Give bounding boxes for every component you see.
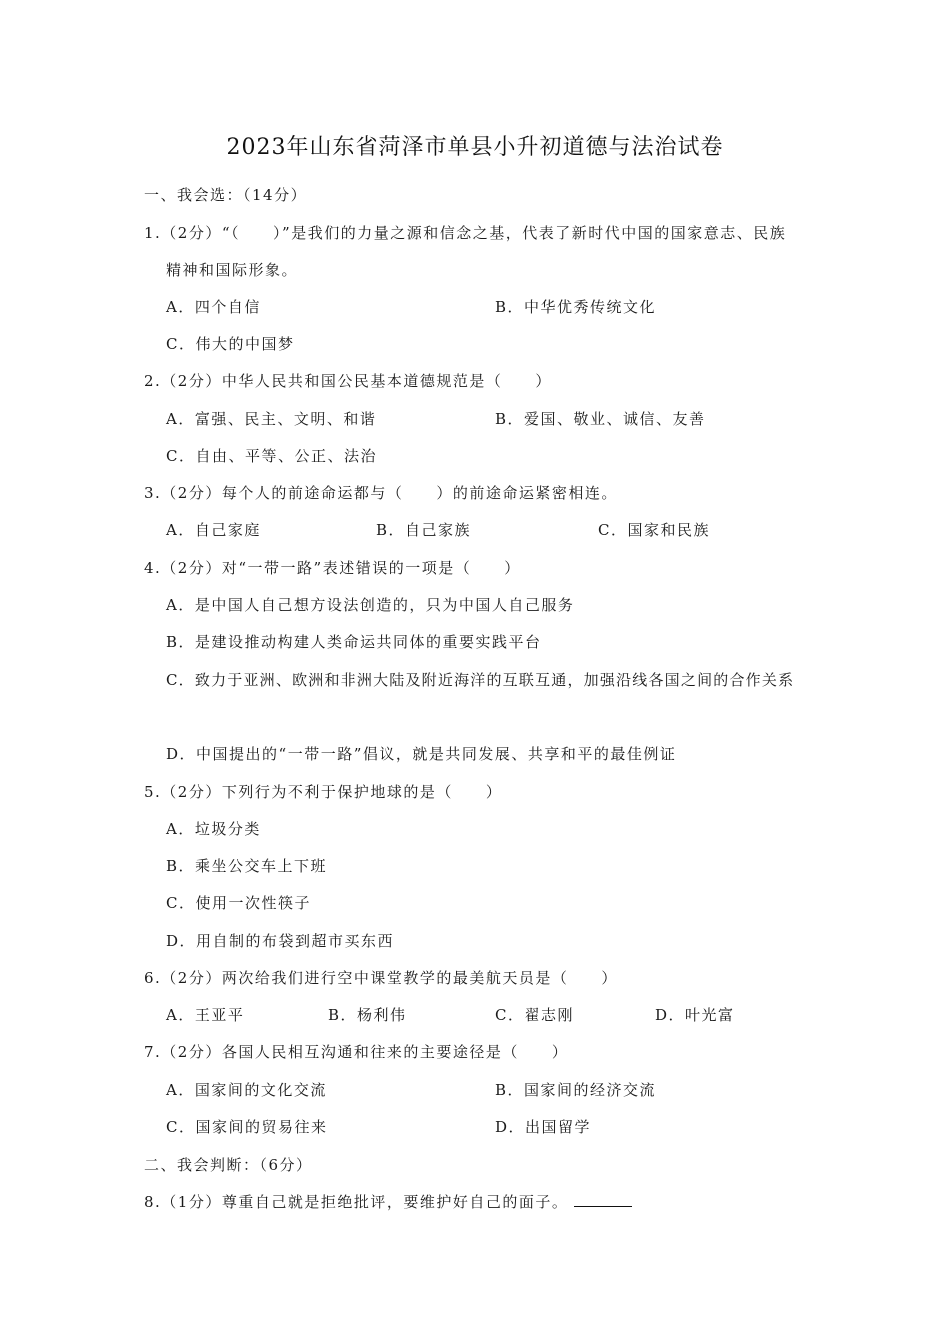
q4-option-d: D．中国提出的“一带一路”倡议，就是共同发展、共享和平的最佳例证 [166, 745, 677, 763]
q1-stem-line2: 精神和国际形象。 [166, 261, 299, 279]
q6-option-c: C．翟志刚 [495, 1006, 574, 1024]
q1-option-b: B．中华优秀传统文化 [495, 298, 657, 316]
section-1-heading: 一、我会选：（14分） [144, 186, 308, 204]
q6-option-b: B．杨利伟 [328, 1006, 407, 1024]
q5-option-d: D．用自制的布袋到超市买东西 [166, 932, 395, 950]
q1-option-c: C．伟大的中国梦 [166, 335, 295, 353]
q3-stem: 3.（2分）每个人的前途命运都与（ ）的前途命运紧密相连。 [144, 484, 618, 502]
q8-answer-blank[interactable] [574, 1192, 632, 1207]
page-title: 2023年山东省菏泽市单县小升初道德与法治试卷 [226, 135, 724, 160]
q4-stem: 4.（2分）对“一带一路”表述错误的一项是（ ） [144, 559, 521, 577]
q4-option-a: A．是中国人自己想方设法创造的，只为中国人自己服务 [166, 596, 575, 614]
q5-option-b: B．乘坐公交车上下班 [166, 857, 328, 875]
q6-option-d: D．叶光富 [655, 1006, 735, 1024]
q2-option-b: B．爱国、敬业、诚信、友善 [495, 410, 706, 428]
q8-row [144, 1192, 632, 1212]
q5-stem: 5.（2分）下列行为不利于保护地球的是（ ） [144, 783, 503, 801]
q7-stem: 7.（2分）各国人民相互沟通和往来的主要途径是（ ） [144, 1043, 569, 1061]
section-2-heading: 二、我会判断：（6分） [144, 1156, 313, 1174]
q7-option-a: A．国家间的文化交流 [166, 1081, 327, 1099]
q6-option-a: A．王亚平 [166, 1006, 245, 1024]
q2-stem: 2.（2分）中华人民共和国公民基本道德规范是（ ） [144, 372, 552, 390]
q6-stem: 6.（2分）两次给我们进行空中课堂教学的最美航天员是（ ） [144, 969, 618, 987]
q3-option-c: C．国家和民族 [598, 521, 710, 539]
q2-option-c: C．自由、平等、公正、法治 [166, 447, 377, 465]
q8-stem: 8.（1分）尊重自己就是拒绝批评，要维护好自己的面子。 [144, 1193, 569, 1211]
q5-option-a: A．垃圾分类 [166, 820, 261, 838]
q7-option-c: C．国家间的贸易往来 [166, 1118, 328, 1136]
q1-option-a: A．四个自信 [166, 298, 261, 316]
q3-option-a: A．自己家庭 [166, 521, 261, 539]
q5-option-c: C．使用一次性筷子 [166, 894, 311, 912]
q1-stem-line1: 1.（2分）“（ ）”是我们的力量之源和信念之基，代表了新时代中国的国家意志、民族 [144, 224, 787, 242]
q4-option-c: C．致力于亚洲、欧洲和非洲大陆及附近海洋的互联互通，加强沿线各国之间的合作关系 [166, 671, 795, 689]
q2-option-a: A．富强、民主、文明、和谐 [166, 410, 377, 428]
q4-option-b: B．是建设推动构建人类命运共同体的重要实践平台 [166, 633, 542, 651]
q3-option-b: B．自己家族 [376, 521, 472, 539]
q7-option-d: D．出国留学 [495, 1118, 592, 1136]
q7-option-b: B．国家间的经济交流 [495, 1081, 657, 1099]
